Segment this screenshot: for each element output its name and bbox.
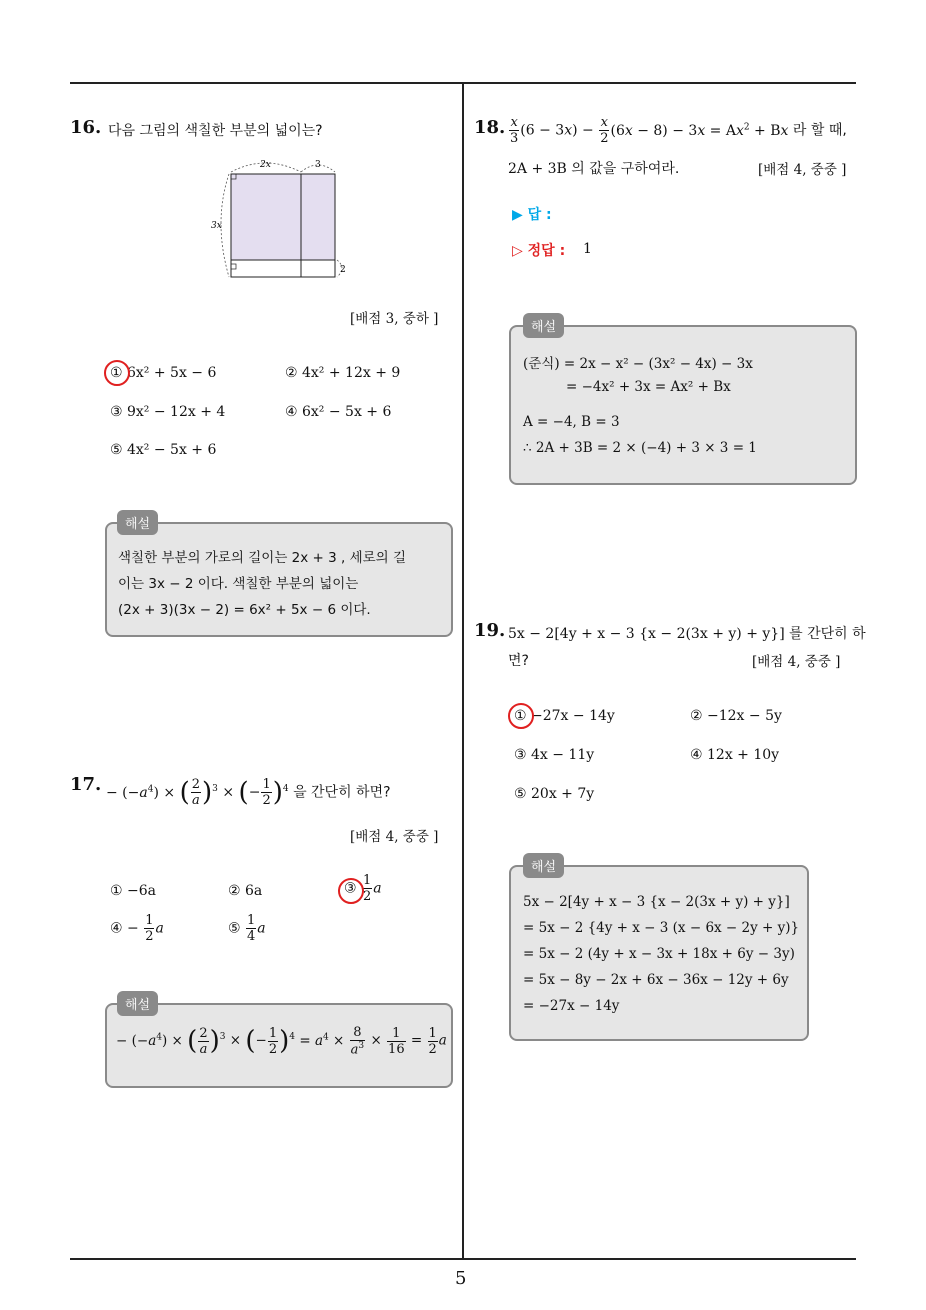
q19-choice-3[interactable]: ③ 4x − 11y <box>514 747 595 763</box>
fig-label-2x: 2x <box>260 160 271 170</box>
q16-choice-3[interactable]: ③ 9x² − 12x + 4 <box>110 404 226 420</box>
fig-label-3x: 3x <box>211 221 222 231</box>
q17-choice-4[interactable]: ④ − $\frac{1}{2}$ a <box>110 913 164 944</box>
q17-solution-expression: − $(-a^4)$ × ( $\frac{2}{a}$ )$^3$ × (− $\frac{1}{2}$ )$^4 = a^4$ × $\frac{8}{a^3}$ × $\frac{1}{16}$ = $\frac{1}{2}$ a <box>116 1025 447 1058</box>
q18-solution-line-4: ∴ 2A + 3B = 2 × (−4) + 3 × 3 = 1 <box>523 440 757 456</box>
q18-number: 18. <box>474 117 506 138</box>
fig-label-3: 3 <box>315 160 321 170</box>
q19-line-2: 면? <box>508 653 529 669</box>
q19-solution-line-2: = 5x − 2 {4y + x − 3 (x − 6x − 2y + y)} <box>523 920 800 936</box>
q17-solution-tag: 해설 <box>117 991 158 1016</box>
q18-solution-box <box>509 325 857 485</box>
q17-choice-4-label: ④ − <box>110 920 139 937</box>
q17-choice-1[interactable]: ① −6a <box>110 883 156 899</box>
q19-choice-5[interactable]: ⑤ 20x + 7y <box>514 786 595 802</box>
q18-solution-line-3: A = −4, B = 3 <box>523 414 620 430</box>
q17-choice-2[interactable]: ② 6a <box>228 883 263 899</box>
q17-choice-5-label: ⑤ <box>228 920 241 937</box>
q19-solution-tag: 해설 <box>523 853 564 878</box>
q18-answer-label: ▶ 답 : <box>512 207 552 223</box>
q17-choice-3-label: ③ <box>344 880 357 897</box>
q18-correct-label: ▷ 정답 : <box>512 243 566 259</box>
q18-answer-input[interactable] <box>580 200 780 222</box>
q16-number: 16. <box>70 117 102 138</box>
q18-line-2: 2A + 3B 의 값을 구하여라. <box>508 161 680 177</box>
q19-choice-4[interactable]: ④ 12x + 10y <box>690 747 780 763</box>
q18-line-1: $\frac{x}{3}$ (6 − 3x) − $\frac{x}{2}$ $(6x - 8) - 3x = Ax^2 + Bx$ 라 할 때, <box>510 115 847 146</box>
q17-number: 17. <box>70 774 102 795</box>
q19-number: 19. <box>474 620 506 641</box>
q16-solution-line-3: (2x + 3)(3x − 2) = 6x² + 5x − 6 이다. <box>118 602 371 618</box>
q19-solution-line-1: 5x − 2[4y + x − 3 {x − 2(3x + y) + y}] <box>523 894 790 910</box>
q18-solution-line-2: = −4x² + 3x = Ax² + Bx <box>566 379 731 395</box>
q16-choice-4[interactable]: ④ 6x² − 5x + 6 <box>285 404 392 420</box>
q19-line-1: 5x − 2[4y + x − 3 {x − 2(3x + y) + y}] 를 간단히 하 <box>508 626 866 642</box>
q19-choice-2[interactable]: ② −12x − 5y <box>690 708 782 724</box>
q19-solution-line-3: = 5x − 2 (4y + x − 3x + 18x + 6y − 3y) <box>523 946 795 962</box>
q19-choice-1[interactable]: ① −27x − 14y <box>514 708 615 724</box>
q18-solution-tag: 해설 <box>523 313 564 338</box>
q16-solution-line-1: 색칠한 부분의 가로의 길이는 2x + 3 , 세로의 길 <box>118 550 407 566</box>
q16-solution-line-2: 이는 3x − 2 이다. 색칠한 부분의 넓이는 <box>118 576 359 592</box>
q17-answer-mark <box>338 878 364 904</box>
q18-correct-value: 1 <box>583 241 592 257</box>
q17-choice-5[interactable]: ⑤ $\frac{1}{4}$ a <box>228 913 266 944</box>
q18-solution-line-1: (준식) = 2x − x² − (3x² − 4x) − 3x <box>523 356 753 372</box>
q17-meta: [배점 4, 중중 ] <box>350 829 439 845</box>
q18-meta: [배점 4, 중중 ] <box>758 162 847 178</box>
q17-text-suffix: 을 간단히 하면? <box>293 784 391 801</box>
q17-expression: − $(-a^4)$ × ( $\frac{2}{a}$ )$^3$ × (− $\frac{1}{2}$ )$^4$ 을 간단히 하면? <box>106 777 391 808</box>
q16-choice-1[interactable]: ① 6x² + 5x − 6 <box>110 365 217 381</box>
q17-choice-4-frac: $\frac{1}{2}$ <box>145 913 154 944</box>
q17-choice-3[interactable]: ③ $\frac{1}{2}$ a <box>344 873 382 904</box>
q18-line-1-suffix: 라 할 때, <box>792 122 847 139</box>
q16-text: 다음 그림의 색칠한 부분의 넓이는? <box>108 123 323 139</box>
q19-answer-mark <box>508 703 534 729</box>
bottom-rule <box>70 1258 856 1260</box>
q19-solution-line-4: = 5x − 8y − 2x + 6x − 36x − 12y + 6y <box>523 972 789 988</box>
q16-choice-5[interactable]: ⑤ 4x² − 5x + 6 <box>110 442 217 458</box>
fig-label-2: 2 <box>340 265 346 275</box>
q17-choice-5-frac: $\frac{1}{4}$ <box>247 913 256 944</box>
q17-choice-3-frac: $\frac{1}{2}$ <box>363 873 372 904</box>
q16-choice-2[interactable]: ② 4x² + 12x + 9 <box>285 365 401 381</box>
q16-figure <box>205 152 350 282</box>
q16-solution-tag: 해설 <box>117 510 158 535</box>
q19-meta: [배점 4, 중중 ] <box>752 654 841 670</box>
page-number: 5 <box>455 1268 467 1289</box>
q16-meta: [배점 3, 중하 ] <box>350 311 439 327</box>
q19-solution-line-5: = −27x − 14y <box>523 998 620 1014</box>
q16-answer-mark <box>104 360 130 386</box>
column-divider <box>462 83 464 1259</box>
